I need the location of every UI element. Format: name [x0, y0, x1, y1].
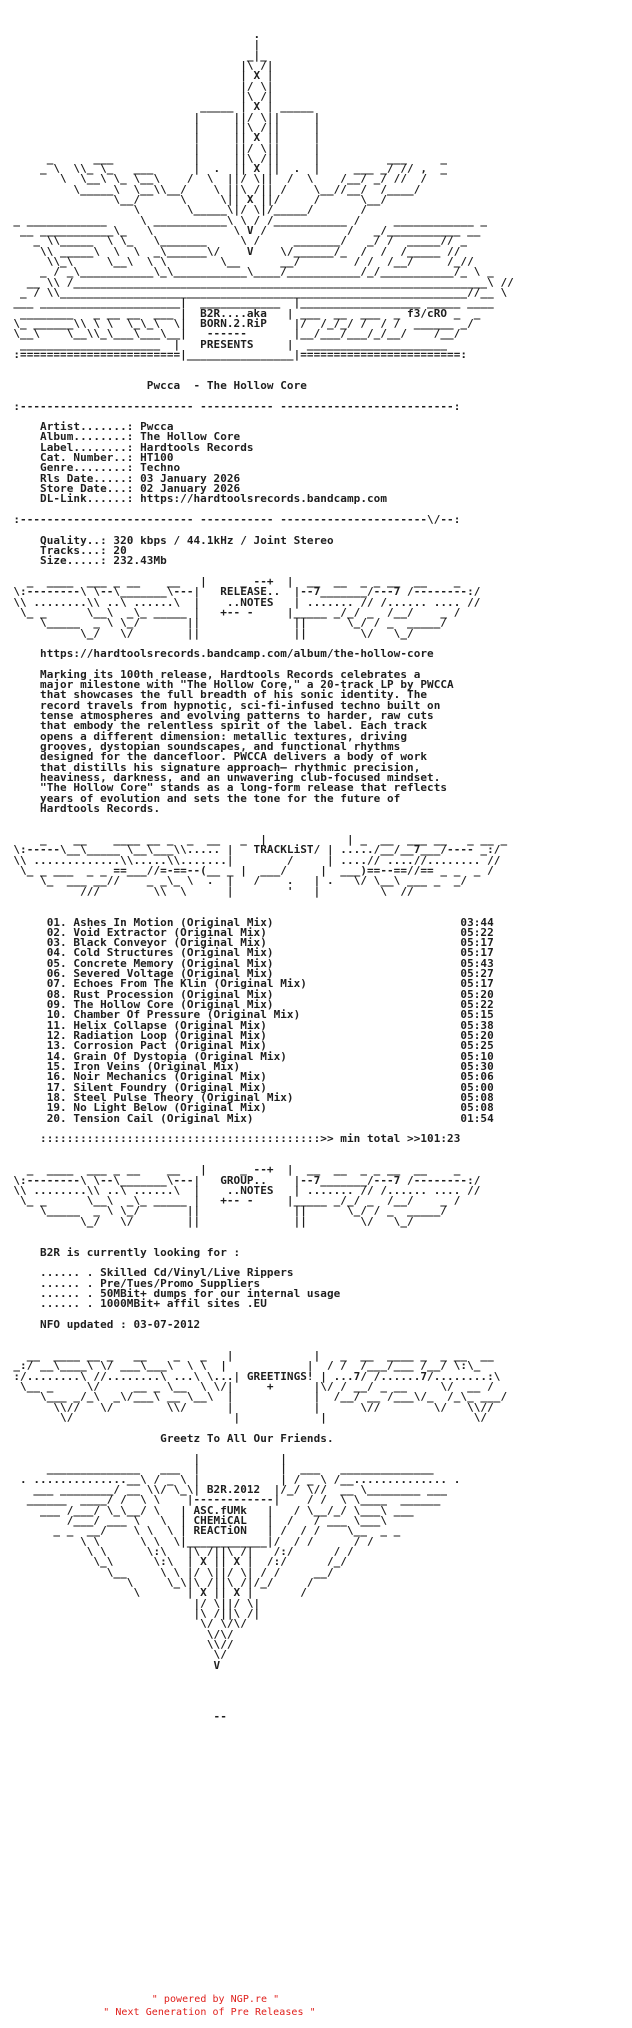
nfo-line: \\// [0, 1637, 234, 1651]
nfo-line: | ||/ \|| | [0, 110, 321, 124]
nfo-line: Album........: The Hollow Core [0, 430, 241, 444]
nfo-line: . ..............__\ / _ \ | | / _ \ /__.............. . [0, 1472, 461, 1486]
nfo-line: \___ _/_\ _\/___\ __ \__\ | | /__/ __ /___\/_ /_\_ ___/ [0, 1390, 508, 1404]
nfo-line: 11. Helix Collapse (Original Mix) 05:38 [0, 1018, 494, 1032]
nfo-line: Hardtools Records. [0, 802, 161, 815]
nfo-line: \/ [0, 1648, 227, 1662]
nfo-line: B2R is currently looking for : [0, 1245, 241, 1259]
nfo-line: grooves, dystopian soundscapes, and functional rhythms [0, 740, 401, 754]
nfo-line: __ ___________\_ \ \ V / / _/___________ __ [0, 224, 481, 238]
nfo-line: \__ _ \/ __ _ \__ \ \/| + |\/ / __/ _ __ \/ __ / [0, 1379, 494, 1393]
nfo-line: \_ ___ __// _ _\_ \ . | / . | . \/ \__\ ___ _ _/ [0, 874, 468, 888]
nfo-line: \_ _ ___ _ _ ==___//=-==--(__ _ | ___/ | ___)==--==//== _ _ _ / [0, 863, 494, 877]
nfo-line: :-------------------------- ----------- --------------------------: [0, 399, 461, 413]
nfo-line: \ \_____\|/ \|/_____/ / [0, 203, 367, 217]
nfo-line: 04. Cold Structures (Original Mix) 05:17 [0, 946, 494, 960]
nfo-line: \__\ \__\\_\___\___\__| ------ |__/___/___/_/__/ /__/ [0, 327, 461, 341]
nfo-line: ::::::::::::::::::::::::::::::::::::::::::>> min total >>101:23 [0, 1132, 461, 1146]
nfo-line: \_ _ \__\ _\_ _____ | +-- - |_____ _/_/ _ /__/ _ / [0, 605, 461, 619]
nfo-line: tense atmospheres and evolving patterns to harder, raw cuts [0, 709, 434, 723]
nfo-line: | ||/ \|| | [0, 141, 321, 155]
nfo-line: 03. Black Conveyor (Original Mix) 05:17 [0, 936, 494, 950]
nfo-line: |\ /||\ /| [0, 1606, 261, 1620]
nfo-line: \_/ \/ || || \/ \_/ [0, 626, 414, 640]
nfo-line: ___ _____________________| ____________ |__________________ _____ ____ [0, 296, 494, 310]
nfo-line: |\ /| [0, 89, 274, 103]
nfo-line: that embody the relentless spirit of the label. Each track [0, 719, 428, 733]
nfo-line: 06. Severed Voltage (Original Mix) 05:27 [0, 967, 494, 981]
nfo-line: heaviness, darkness, and an unwavering club-focused mindset. [0, 771, 441, 785]
nfo-line: ...... . 1000MBit+ affil sites .EU [0, 1297, 267, 1311]
nfo-line: | [0, 38, 261, 52]
nfo-line: -- [0, 1710, 227, 1724]
nfo-line: __ \\ /______________________________________________________________\ // [0, 275, 514, 289]
nfo-line: Greetz To All Our Friends. [0, 1431, 334, 1445]
nfo-line: years of evolution and sets the tone for the future of [0, 791, 401, 805]
nfo-line: 17. Silent Foundry (Original Mix) 05:00 [0, 1080, 494, 1094]
nfo-line: 07. Echoes From The Klin (Original Mix) 05:17 [0, 977, 494, 991]
nfo-line: ...... . 50MBit+ dumps for our internal usage [0, 1287, 341, 1301]
nfo-line: 08. Rust Procession (Original Mix) 05:20 [0, 987, 494, 1001]
nfo-line: \__/ \ \|| X ||/ / \__/ [0, 193, 388, 207]
nfo-line: DL-Link......: https://hardtoolsrecords.bandcamp.com [0, 492, 388, 506]
nfo-line: Artist.......: Pwcca [0, 420, 174, 434]
nfo-line: \_\ \:\ | X || X | /:/ /_/ [0, 1555, 347, 1569]
nfo-line: _____ | X | _____ [0, 100, 314, 114]
nfo-line: \_____ _ \ \_/ || || \_/ / _ _____/ [0, 1204, 448, 1218]
nfo-line: 15. Iron Veins (Original Mix) 05:30 [0, 1060, 494, 1073]
nfo-line: \ \__\ \_ \__\ / \ ||/ \|| / \ /__/ _/ // / [0, 172, 428, 186]
nfo-line: major milestone with "The Hollow Core," a 20-track LP by PWCCA [0, 678, 454, 692]
nfo-line: _ ___ | ||\ /|| | ___ _ [0, 151, 448, 165]
nfo-line: _ \ \\_ \_ ___ | . || X || . | ___ _/ // , _ [0, 162, 448, 176]
nfo-line: _|_ [0, 48, 267, 62]
nfo-line: \\ .............\\.....\\.......| / | ....// ....//........ // [0, 853, 501, 867]
nfo-line: 10. Chamber Of Pressure (Original Mix) 05:15 [0, 1008, 494, 1022]
nfo-line: \_____\ \__\\__/ \ ||\ /|| / \__//__/ /____/ [0, 182, 421, 196]
nfo-line: 19. No Light Below (Original Mix) 05:08 [0, 1101, 494, 1115]
nfo-line: ...... . Skilled Cd/Vinyl/Live Rippers [0, 1266, 294, 1280]
nfo-line: . [0, 28, 261, 41]
nfo-line: Genre........: Techno [0, 461, 181, 475]
nfo-line: \ \ \:\ |\ /||\ /| /:/ / / [0, 1545, 354, 1559]
nfo-line: | X | [0, 69, 274, 83]
nfo-line: 02. Void Extractor (Original Mix) 05:22 [0, 925, 494, 939]
nfo-line: 14. Grain Of Dystopia (Original Mix) 05:10 [0, 1049, 494, 1063]
nfo-line: record travels from hypnotic, sci-fi-infused techno built on [0, 698, 441, 712]
nfo-line: | || X || | [0, 131, 321, 145]
nfo-line: Store Date...: 02 January 2026 [0, 482, 241, 496]
nfo-line: ______________ ___ | | ___ ______________ [0, 1462, 434, 1476]
nfo-line: 13. Corrosion Pact (Original Mix) 05:25 [0, 1039, 494, 1053]
nfo-line: NFO updated : 03-07-2012 [0, 1318, 201, 1331]
nfo-line: 12. Radiation Loop (Original Mix) 05:20 [0, 1029, 494, 1043]
nfo-line: __ ____ __ _ __ _ _ | | _ __ ____ _ _ __ __ [0, 1348, 494, 1362]
nfo-line: |/ \| [0, 79, 274, 93]
nfo-line: V [0, 1658, 221, 1672]
nfo-line: \_/ \/ || || \/ \_/ [0, 1214, 414, 1228]
nfo-line: | ||\ /|| | [0, 120, 321, 134]
nfo-line: Marking its 100th release, Hardtools Records celebrates a [0, 667, 421, 681]
nfo-line: Rls Date.....: 03 January 2026 [0, 471, 241, 485]
nfo-line: ___ ________/ __ \\/ \_\| B2R.2012 |/_/ \// __ \________ ___ [0, 1483, 448, 1497]
nfo-line: \/\/ [0, 1627, 234, 1641]
nfo-line: \_ _ \__\ _\_ _____ | +-- - |_____ _/_/ _ /__/ _ / [0, 1194, 461, 1208]
nfo-line: _:/ __\____\ \/ ___\___\ \ \ | | / / /___/___ /__/ \:\_ [0, 1359, 481, 1373]
nfo-line: \:--------\ \--\_______\---| RELEASE.. |--7_______/---7 /--------:/ [0, 585, 481, 599]
nfo-line: 20. Tension Cail (Original Mix) 01:54 [0, 1111, 494, 1125]
nfo-line: \/ \/\/ [0, 1617, 247, 1631]
nfo-line: _ _ __/ \ \ \ | REACTiON | / / / \__ _ _ [0, 1524, 401, 1538]
nfo-line: \:--------\ \--\_______\---| GROUP.. |--7_______/---7 /--------:/ [0, 1173, 481, 1187]
nfo-line: that distills his signature approach— rhythmic precision, [0, 760, 421, 774]
nfo-line: Quality..: 320 kbps / 44.1kHz / Joint Stereo [0, 533, 334, 547]
nfo-line: :========================|________________|========================: [0, 347, 468, 361]
nfo-line: :/........\ //........\ ...\ \...| GREETINGS! | ...7/ /......7/........:\ [0, 1369, 501, 1383]
nfo-line: Size.....: 232.43Mb [0, 554, 167, 568]
nfo-line: \ | X || X | / [0, 1586, 307, 1600]
nfo-line: |\ /| [0, 58, 274, 72]
nfo-line: Pwcca - The Hollow Core [0, 378, 307, 392]
nfo-line: https://hardtoolsrecords.bandcamp.com/album/the-hollow-core [0, 647, 434, 661]
nfo-line: \\// \/ \\/ | | \// \/ \\// [0, 1400, 494, 1414]
nfo-line: | | [0, 1452, 287, 1466]
nfo-line: ______ ____/ / \ \ |------------| / / \ \____ ______ [0, 1493, 441, 1507]
nfo-line: 01. Ashes In Motion (Original Mix) 03:44 [0, 915, 494, 929]
nfo-line: " Next Generation of Pre Releases " [0, 2007, 316, 2018]
nfo-line: 18. Steel Pulse Theory (Original Mix) 05:08 [0, 1090, 494, 1104]
nfo-line: \\ ........\\ ..\ ......\ | ..NOTES | ....... // /...... .... // [0, 595, 481, 609]
nfo-line: _ / _\___________\_\___________\____/___________/_/___________/_ \ _ [0, 265, 494, 279]
nfo-line: ________ _ __ __ ___ | B2R....aka | ___ __ ___ _ f3/cRO _ _ [0, 306, 481, 320]
nfo-line: 05. Concrete Memory (Original Mix) 05:43 [0, 956, 494, 970]
nfo-line: ...... . Pre/Tues/Promo Suppliers [0, 1276, 261, 1290]
nfo-line: |/ \||/ \| [0, 1596, 261, 1610]
nfo-line: :-------------------------- ----------- ----------------------\/--: [0, 513, 461, 527]
nfo-line: " powered by NGP.re " [0, 1994, 280, 2005]
nfo-line: _ \\_____ \ \_ \_______ \ / _______/ _/ / _____// _ [0, 234, 468, 248]
nfo-line: \_ ______\\ \ \ \_\_\ \| BORN.2.RiP |/ /_/_/ / / / ______ _/ [0, 316, 474, 330]
nfo-line: Tracks...: 20 [0, 544, 127, 557]
nfo-line: opens a different dimension: metallic textures, driving [0, 729, 408, 743]
nfo-line: _ ____ ___ _ __ __ | _ --+ | __ __ _ _ __ __ _ [0, 1163, 461, 1177]
nfo-line: that showcases the full breadth of his sonic identity. The [0, 688, 428, 702]
nfo-line: \__ \ \ |/ \||/ \| / / __/ [0, 1565, 334, 1579]
nfo-line: _ ____________ \ ___________\ \ / /___________ / ____________ _ [0, 213, 488, 227]
nfo-line: \_____ _ \ \_/ || || \_/ / _ _____/ [0, 616, 448, 630]
nfo-line: ___ /___/ \_\__/ \ | ASC.fUMk | / \__/_/ \___\ ___ [0, 1503, 414, 1517]
nfo-line: \ \ \ \ \|____________|/ / / / / [0, 1534, 374, 1548]
nfo-line: \\_\ \__\ \ \ \__ __/ / / /__/ /_// [0, 255, 474, 269]
nfo-line: _____________________ | PRESENTS | _____________________ [0, 337, 448, 351]
nfo-line: \/ | | \/ [0, 1410, 488, 1424]
nfo-line: _ / \\_____________________________________________________________//__ \ [0, 286, 508, 299]
nfo-line: Label........: Hardtools Records [0, 440, 254, 454]
nfo-line: _ __ ____ __ _ _ __ _ | | _ __ ___ __ _ __ _ [0, 832, 508, 846]
nfo-line: "The Hollow Core" stands as a long-form release that reflects [0, 781, 448, 795]
nfo-line: /___/ ___ \ \ | CHEMiCAL | / / ___ \___\ [0, 1514, 388, 1528]
nfo-line: 09. The Hollow Core (Original Mix) 05:22 [0, 998, 494, 1012]
nfo-line: 16. Noir Mechanics (Original Mix) 05:06 [0, 1070, 494, 1084]
nfo-line: \ \_\|\ /||\ /|/_/ / [0, 1576, 314, 1589]
nfo-line: Cat. Number..: HT100 [0, 451, 174, 465]
nfo-line: /// \\ \ | ' | \ // [0, 884, 414, 898]
nfo-line: \\ _____\ \ \ _\______\/ V \/______/_ / / /_____ // [0, 244, 461, 258]
nfo-line: \\ ........\\ ..\ ......\ | ..NOTES | ....... // /...... .... // [0, 1183, 481, 1197]
nfo-line: designed for the dancefloor. PWCCA delivers a body of work [0, 750, 428, 764]
nfo-line: _ ____ ___ _ __ __ | _ --+ | __ __ _ _ __ __ _ [0, 574, 461, 588]
nfo-line: \:-----\__\_____ \__\___\\..... | TRACKLiST/ | ...../__/__7___/---- _:/ [0, 843, 501, 857]
